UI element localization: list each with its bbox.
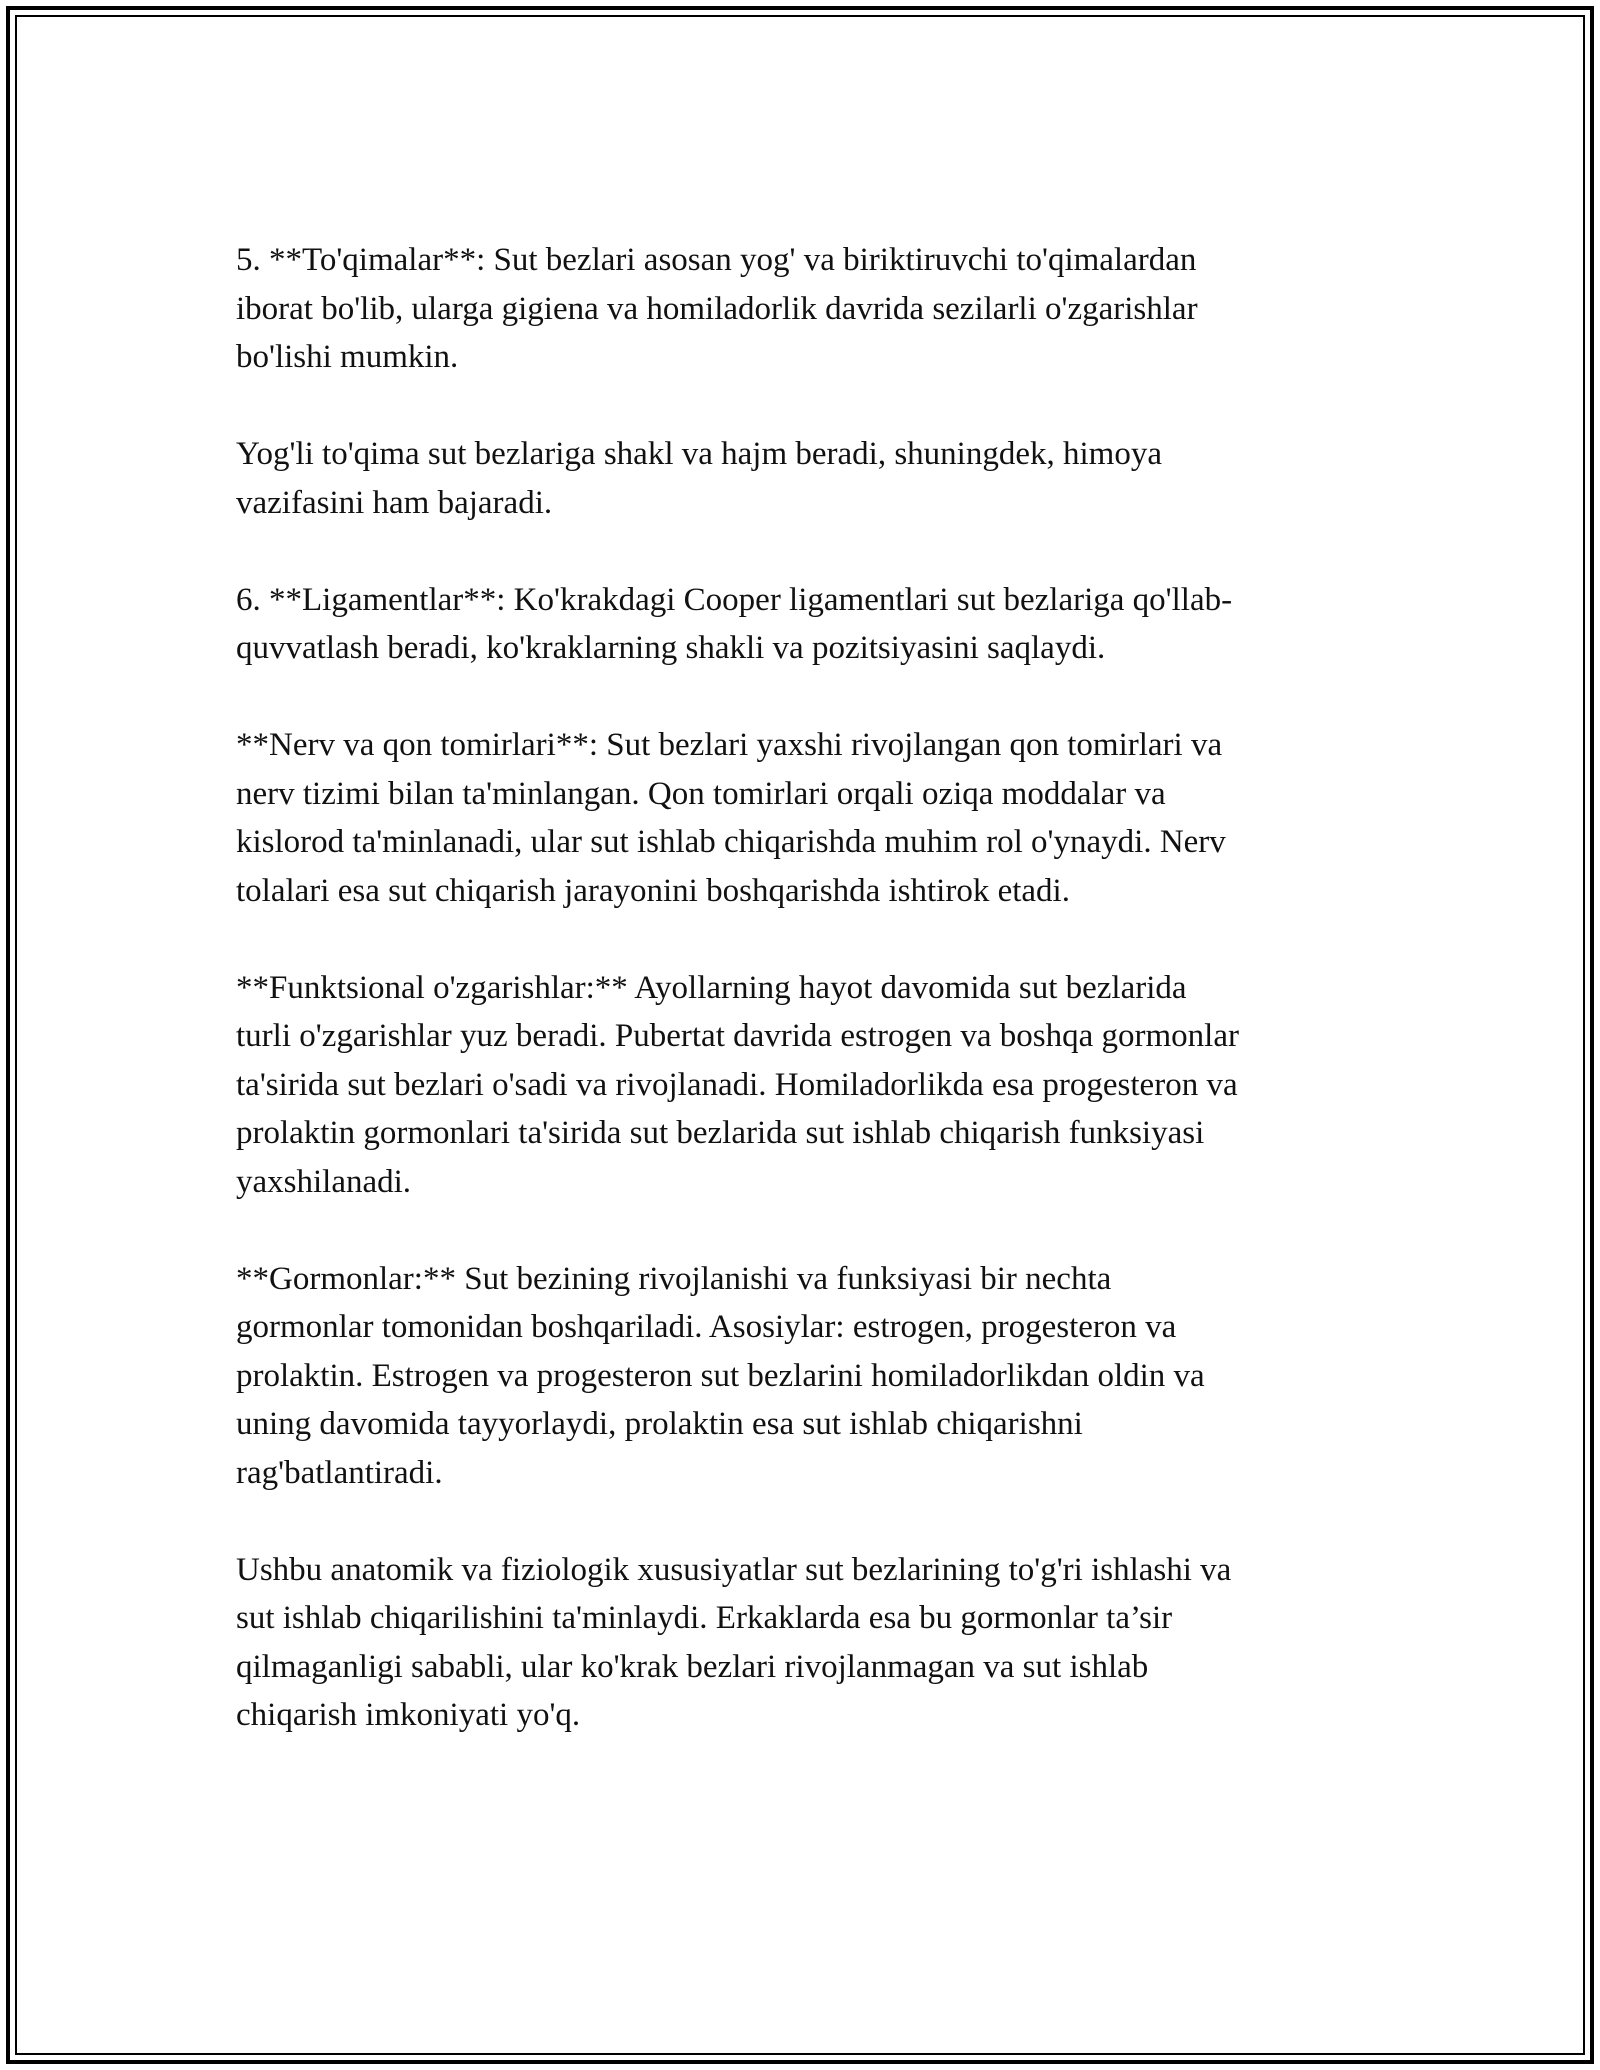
paragraph-yogli-toqima: Yog'li to'qima sut bezlariga shakl va hajm beradi, shuningdek, himoya vazifasini ham bajaradi. <box>236 436 1162 521</box>
document-body <box>236 236 1376 1740</box>
paragraph-ligamentlar: 6. **Ligamentlar**: Ko'krakdagi Cooper ligamentlari sut bezlariga qo'llab- quvvatlash beradi, ko'kraklarning shakli va pozitsiyasini saqlaydi. <box>236 581 1233 666</box>
paragraph-gormonlar: **Gormonlar:** Sut bezining rivojlanishi va funksiyasi bir nechta gormonlar tomonidan boshqariladi. Asosiylar: estrogen, progesteron va prolaktin. Estrogen va progesteron sut bezlarini homiladorlikdan oldin va uning davomida tayyorlaydi, prolaktin esa sut ishlab chiqarishni rag'batlantiradi. <box>236 1260 1205 1491</box>
paragraph-funktsional-ozgarishlar: **Funktsional o'zgarishlar:** Ayollarning hayot davomida sut bezlarida turli o'zgarishlar yuz beradi. Pubertat davrida estrogen va boshqa gormonlar ta'sirida sut bezlari o'sadi va rivojlanadi. Homiladorlikda esa progesteron va prolaktin gormonlari ta'sirida sut bezlarida sut ishlab chiqarish funksiyasi yaxshilanadi. <box>236 969 1239 1200</box>
paragraph-xulosa: Ushbu anatomik va fiziologik xususiyatlar sut bezlarining to'g'ri ishlashi va sut ishlab chiqarilishini ta'minlaydi. Erkaklarda esa bu gormonlar ta’sir qilmaganligi sababli, ular ko'krak bezlari rivojlanmagan va sut ishlab chiqarish imkoniyati yo'q. <box>236 1551 1232 1733</box>
paragraph-nerv-qon-tomirlari: **Nerv va qon tomirlari**: Sut bezlari yaxshi rivojlangan qon tomirlari va nerv tizimi bilan ta'minlangan. Qon tomirlari orqali oziqa moddalar va kislorod ta'minlanadi, ular sut ishlab chiqarishda muhim rol o'ynaydi. Nerv tolalari esa sut chiqarish jarayonini boshqarishda ishtirok etadi. <box>236 727 1226 909</box>
paragraph-toqimalar: 5. **To'qimalar**: Sut bezlari asosan yog' va biriktiruvchi to'qimalardan iborat bo'lib, ularga gigiena va homiladorlik davrida sezilarli o'zgarishlar bo'lishi mumkin. <box>236 242 1198 375</box>
